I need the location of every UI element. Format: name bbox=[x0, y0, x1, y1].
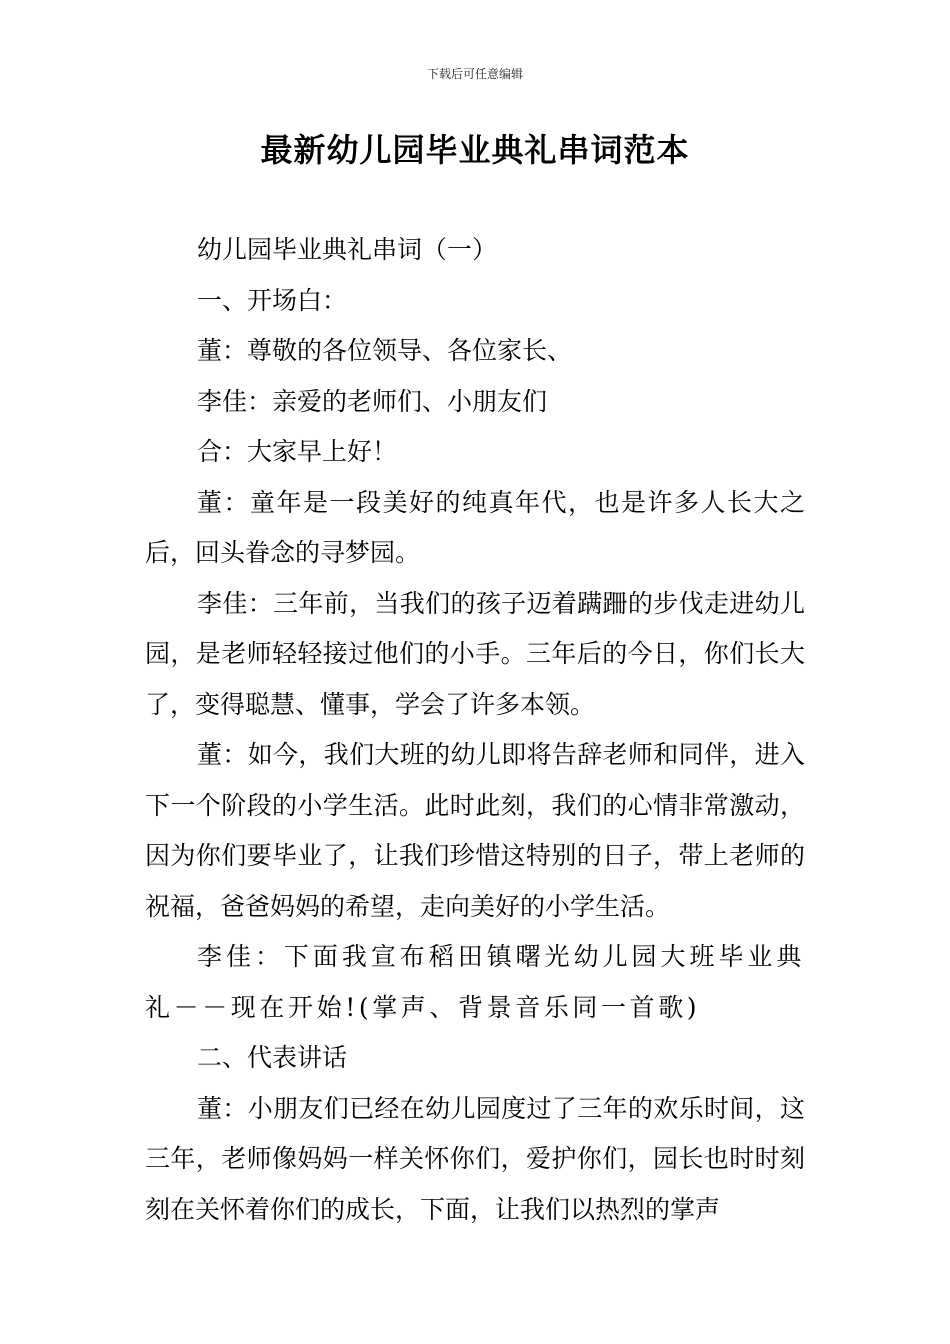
paragraph: 董：如今，我们大班的幼儿即将告辞老师和同伴，进入下一个阶段的小学生活。此时此刻，我们的心情非常激动，因为你们要毕业了，让我们珍惜这特别的日子，带上老师的祝福，爸爸妈妈的希望，走向美好的小学生活。 bbox=[145, 740, 805, 921]
document-body bbox=[145, 225, 805, 1235]
paragraph: 二、代表讲话 bbox=[197, 1043, 348, 1072]
paragraph: 董：尊敬的各位领导、各位家长、 bbox=[197, 336, 573, 365]
paragraph: 董：童年是一段美好的纯真年代，也是许多人长大之后，回头眷念的寻梦园。 bbox=[145, 487, 805, 567]
paragraph: 合：大家早上好！ bbox=[197, 437, 398, 466]
section-heading: 幼儿园毕业典礼串词（一） bbox=[197, 235, 498, 264]
paragraph: 一、开场白： bbox=[197, 285, 348, 315]
paragraph: 董：小朋友们已经在幼儿园度过了三年的欢乐时间，这三年，老师像妈妈一样关怀你们，爱护你们，园长也时时刻刻在关怀着你们的成长，下面，让我们以热烈的掌声 bbox=[145, 1093, 805, 1224]
paragraph: 李佳：三年前，当我们的孩子迈着蹒跚的步伐走进幼儿园，是老师轻轻接过他们的小手。三年后的今日，你们长大了，变得聪慧、懂事，学会了许多本领。 bbox=[145, 588, 805, 719]
paragraph: 李佳：亲爱的老师们、小朋友们 bbox=[197, 386, 548, 416]
document-title: 最新幼儿园毕业典礼串词范本 bbox=[260, 131, 690, 169]
paragraph: 李佳：下面我宣布稻田镇曙光幼儿园大班毕业典礼－－现在开始!(掌声、背景音乐同一首歌) bbox=[145, 942, 805, 1022]
download-note: 下载后可任意编辑 bbox=[426, 67, 523, 81]
